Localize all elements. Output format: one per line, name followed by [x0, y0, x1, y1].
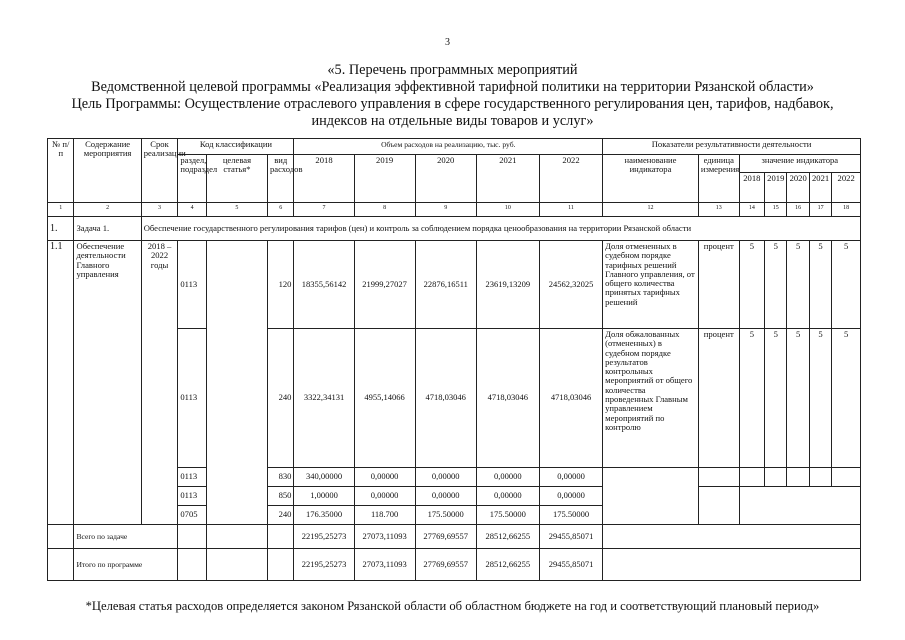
header-year-2021: 2021	[476, 155, 539, 203]
indicator-value-2018: 5	[739, 329, 764, 468]
indicator-unit: процент	[698, 329, 739, 468]
expense-type: 830	[267, 468, 293, 487]
section-code: 0113	[178, 241, 207, 329]
indicator-name: Доля отмененных в судебном порядке тарифных решений Главного управления, от общего количества принятых тарифных решений	[603, 241, 699, 329]
section-code: 0113	[178, 329, 207, 468]
header-expense-type: вид расходов	[267, 155, 293, 203]
column-number: 3	[141, 203, 178, 217]
task-row	[48, 217, 861, 241]
total-task-2021: 28512,66255	[476, 525, 539, 549]
document-heading	[0, 62, 905, 130]
amount-2021: 175.50000	[476, 506, 539, 525]
amount-2020: 0,00000	[415, 468, 476, 487]
amount-2018: 340,00000	[294, 468, 354, 487]
header-ind-year-2022: 2022	[832, 173, 861, 203]
column-number: 13	[698, 203, 739, 217]
column-number: 6	[267, 203, 293, 217]
heading-line-1: «5. Перечень программных мероприятий	[327, 62, 578, 78]
amount-2021: 4718,03046	[476, 329, 539, 468]
total-program-label: Итого по программе	[74, 549, 178, 581]
total-empty-cell	[48, 525, 74, 549]
total-empty-cell	[603, 549, 861, 581]
header-target-article: целевая статья*	[206, 155, 267, 203]
column-number: 5	[206, 203, 267, 217]
indicator-empty-cell	[603, 468, 699, 525]
footnote: *Целевая статья расходов определяется законом Рязанской области об областном бюджете на год и соответствующий плановый период»	[85, 599, 820, 613]
table-row	[48, 241, 861, 329]
amount-2022: 24562,32025	[539, 241, 602, 329]
item-content: Обеспечение деятельности Главного управления	[74, 241, 141, 525]
header-num: № п/п	[48, 139, 74, 203]
column-number: 10	[476, 203, 539, 217]
header-ind-year-2018: 2018	[739, 173, 764, 203]
total-empty-cell	[267, 525, 293, 549]
section-code: 0113	[178, 487, 207, 506]
indicator-empty-cell	[809, 468, 831, 487]
amount-2018: 1,00000	[294, 487, 354, 506]
amount-2020: 22876,16511	[415, 241, 476, 329]
total-empty-cell	[206, 549, 267, 581]
indicator-empty-cell	[765, 468, 787, 487]
heading-line-3: Цель Программы: Осуществление отраслевого управления в сфере государственного регулирования цен, тарифов, надбавок,	[71, 96, 834, 112]
column-number: 7	[294, 203, 354, 217]
amount-2022: 0,00000	[539, 487, 602, 506]
amount-2018: 176.35000	[294, 506, 354, 525]
amount-2022: 175.50000	[539, 506, 602, 525]
total-empty-cell	[178, 525, 207, 549]
header-unit: единица измерения	[698, 155, 739, 203]
indicator-value-2019: 5	[765, 241, 787, 329]
item-term: 2018 – 2022 годы	[141, 241, 178, 525]
total-program-2020: 27769,69557	[415, 549, 476, 581]
indicator-empty-cell	[832, 468, 861, 487]
total-program-2018: 22195,25273	[294, 549, 354, 581]
indicator-value-2021: 5	[809, 329, 831, 468]
header-content: Содержание мероприятия	[74, 139, 141, 203]
column-number: 16	[787, 203, 809, 217]
header-year-2019: 2019	[354, 155, 415, 203]
indicator-unit: процент	[698, 241, 739, 329]
total-task-2022: 29455,85071	[539, 525, 602, 549]
expense-type: 240	[267, 329, 293, 468]
amount-2020: 175.50000	[415, 506, 476, 525]
amount-2019: 4955,14066	[354, 329, 415, 468]
indicator-value-2019: 5	[765, 329, 787, 468]
amount-2020: 4718,03046	[415, 329, 476, 468]
header-ind-year-2019: 2019	[765, 173, 787, 203]
total-program-2022: 29455,85071	[539, 549, 602, 581]
task-text: Обеспечение государственного регулирования тарифов (цен) и контроль за соблюдением порядка ценообразования на территории Рязанской области	[141, 217, 860, 241]
heading-line-4: индексов на отдельные виды товаров и услуг»	[311, 113, 594, 129]
expense-type: 240	[267, 506, 293, 525]
amount-2021: 23619,13209	[476, 241, 539, 329]
amount-2021: 0,00000	[476, 487, 539, 506]
amount-2020: 0,00000	[415, 487, 476, 506]
column-number: 4	[178, 203, 207, 217]
amount-2019: 0,00000	[354, 487, 415, 506]
indicator-name: Доля обжалованных (отмененных) в судебном порядке результатов контрольных мероприятий от общего количества проведенных Главным управлением мероприятий по контролю	[603, 329, 699, 468]
task-label: Задача 1.	[74, 217, 141, 241]
total-program-2019: 27073,11093	[354, 549, 415, 581]
expense-type: 850	[267, 487, 293, 506]
indicator-value-2022: 5	[832, 329, 861, 468]
amount-2018: 18355,56142	[294, 241, 354, 329]
total-task-label: Всего по задаче	[74, 525, 178, 549]
amount-2018: 3322,34131	[294, 329, 354, 468]
total-task-2018: 22195,25273	[294, 525, 354, 549]
target-article-cell	[206, 241, 267, 525]
header-section: раздел, подраздел	[178, 155, 207, 203]
indicator-value-2018: 5	[739, 241, 764, 329]
indicator-empty-cell	[739, 468, 764, 487]
total-task-2020: 27769,69557	[415, 525, 476, 549]
indicator-empty-cell	[787, 468, 809, 487]
column-number: 8	[354, 203, 415, 217]
indicator-empty-cell	[739, 487, 860, 525]
indicator-value-2020: 5	[787, 329, 809, 468]
header-year-2022: 2022	[539, 155, 602, 203]
column-number: 12	[603, 203, 699, 217]
total-task-2019: 27073,11093	[354, 525, 415, 549]
measures-table	[47, 138, 861, 581]
header-indicators: Показатели результативности деятельности	[603, 139, 861, 155]
column-number: 18	[832, 203, 861, 217]
total-empty-cell	[206, 525, 267, 549]
column-number: 14	[739, 203, 764, 217]
total-empty-cell	[178, 549, 207, 581]
amount-2019: 0,00000	[354, 468, 415, 487]
column-number: 11	[539, 203, 602, 217]
header-ind-year-2020: 2020	[787, 173, 809, 203]
column-number: 9	[415, 203, 476, 217]
amount-2022: 4718,03046	[539, 329, 602, 468]
header-classification: Код классификации	[178, 139, 294, 155]
section-code: 0113	[178, 468, 207, 487]
total-task-row	[48, 525, 861, 549]
expense-type: 120	[267, 241, 293, 329]
total-empty-cell	[48, 549, 74, 581]
amount-2022: 0,00000	[539, 468, 602, 487]
header-indicator-value: значение индикатора	[739, 155, 860, 173]
amount-2019: 118.700	[354, 506, 415, 525]
header-indicator-name: наименование индикатора	[603, 155, 699, 203]
indicator-value-2020: 5	[787, 241, 809, 329]
indicator-value-2022: 5	[832, 241, 861, 329]
column-number-row	[48, 203, 861, 217]
section-code: 0705	[178, 506, 207, 525]
item-num: 1.1	[48, 241, 74, 525]
column-number: 2	[74, 203, 141, 217]
total-program-2021: 28512,66255	[476, 549, 539, 581]
column-number: 1	[48, 203, 74, 217]
column-number: 17	[809, 203, 831, 217]
header-term: Срок реализации	[141, 139, 178, 203]
total-empty-cell	[603, 525, 861, 549]
task-num: 1.	[48, 217, 74, 241]
total-program-row	[48, 549, 861, 581]
indicator-value-2021: 5	[809, 241, 831, 329]
indicator-empty-cell	[698, 487, 739, 525]
header-volume: Объем расходов на реализацию, тыс. руб.	[294, 139, 603, 155]
total-empty-cell	[267, 549, 293, 581]
column-number: 15	[765, 203, 787, 217]
header-ind-year-2021: 2021	[809, 173, 831, 203]
amount-2021: 0,00000	[476, 468, 539, 487]
header-year-2020: 2020	[415, 155, 476, 203]
header-year-2018: 2018	[294, 155, 354, 203]
page-number: 3	[445, 37, 450, 48]
amount-2019: 21999,27027	[354, 241, 415, 329]
heading-line-2: Ведомственной целевой программы «Реализация эффективной тарифной политики на территории Рязанской области»	[91, 79, 814, 95]
indicator-empty-cell	[698, 468, 739, 487]
